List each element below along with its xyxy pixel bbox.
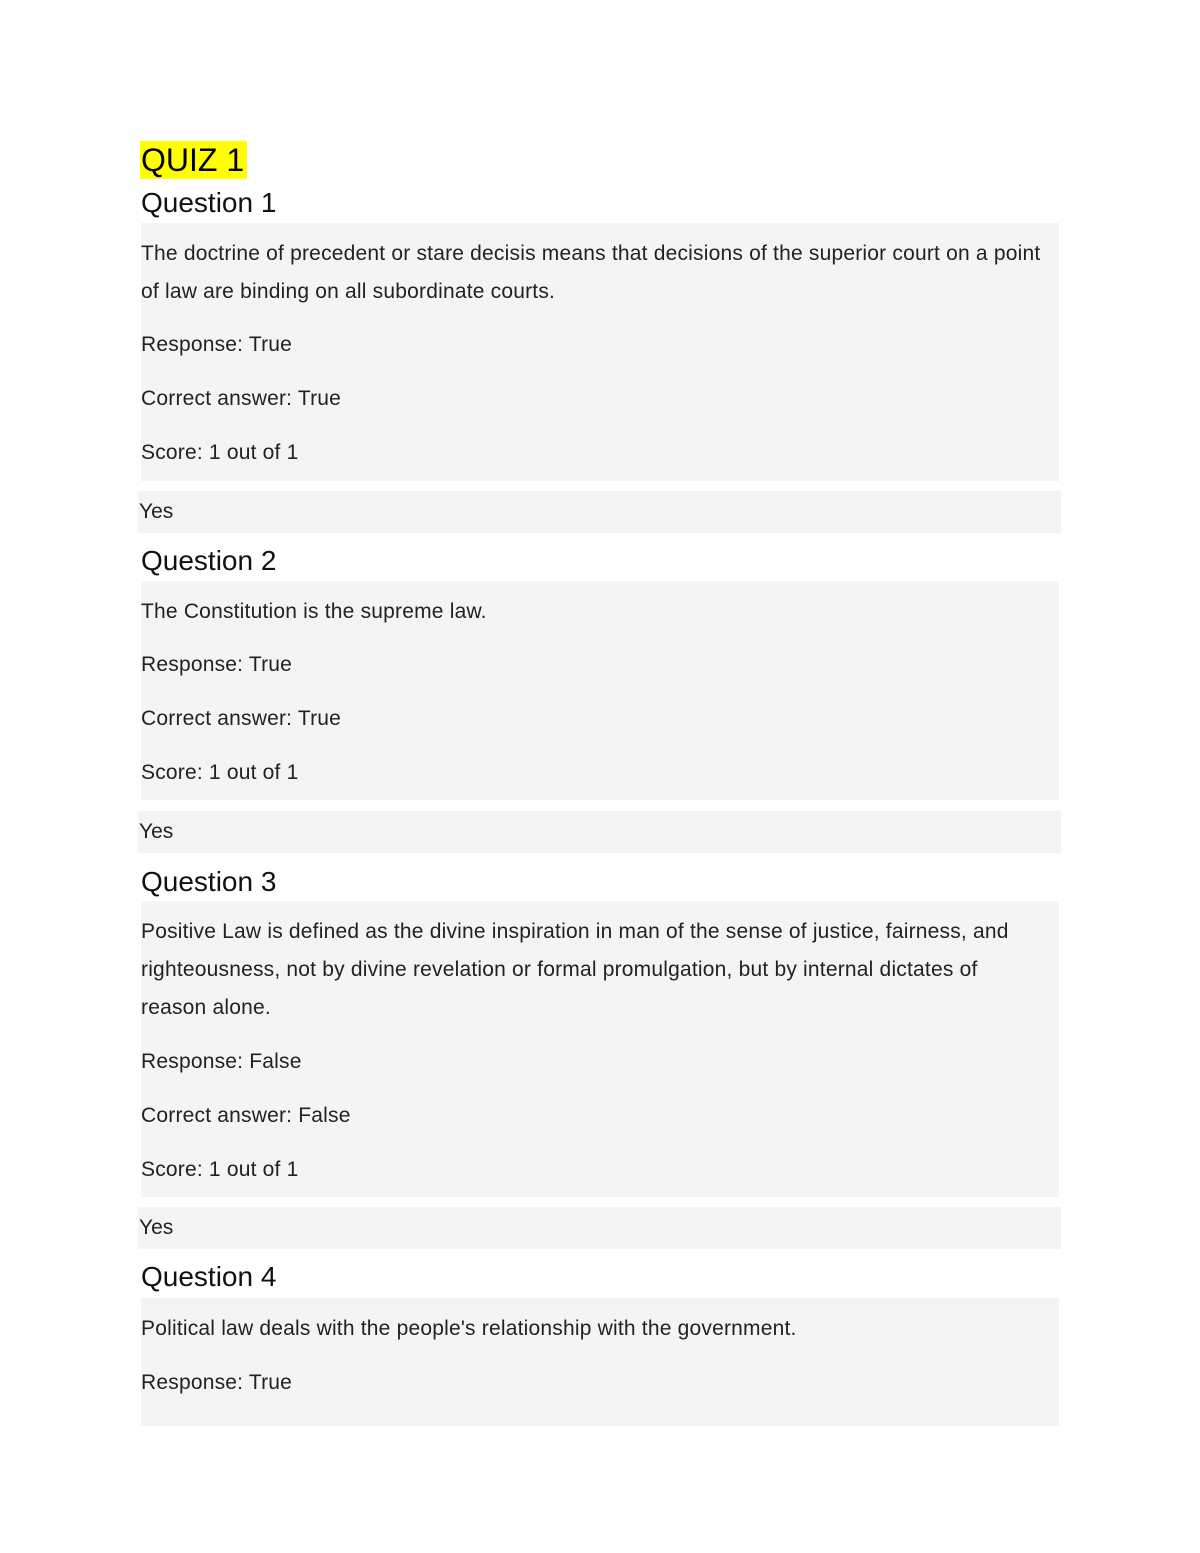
- question-2-response: Response: True: [141, 653, 293, 676]
- question-2-correct-answer: Correct answer: True: [141, 707, 342, 730]
- question-2-score: Score: 1 out of 1: [141, 761, 299, 784]
- question-3-response: Response: False: [141, 1050, 302, 1073]
- question-1-response: Response: True: [141, 333, 293, 356]
- question-4-box: [141, 1298, 1059, 1426]
- question-1-heading: Question 1: [141, 187, 277, 218]
- question-3-correct-answer: Correct answer: False: [141, 1104, 351, 1127]
- quiz-title: QUIZ 1: [140, 141, 247, 179]
- question-4-response: Response: True: [141, 1371, 293, 1394]
- question-3-verdict: Yes: [139, 1216, 174, 1239]
- question-2-box: [141, 581, 1059, 800]
- question-4-text: Political law deals with the people's relationship with the government.: [141, 1317, 797, 1340]
- question-1-score: Score: 1 out of 1: [141, 441, 299, 464]
- question-1-verdict-box: [138, 491, 1061, 533]
- question-2-heading: Question 2: [141, 545, 277, 576]
- question-1-verdict: Yes: [139, 500, 174, 523]
- question-2-verdict: Yes: [139, 820, 174, 843]
- question-4-heading: Question 4: [141, 1261, 277, 1292]
- question-3-box: [141, 901, 1059, 1197]
- question-2-text: The Constitution is the supreme law.: [141, 600, 487, 623]
- question-1-correct-answer: Correct answer: True: [141, 387, 342, 410]
- question-3-text: Positive Law is defined as the divine inspiration in man of the sense of justice, fairness, and righteousness, not by divine revelation or formal promulgation, but by internal dictates of reason alone.: [141, 920, 1009, 1019]
- question-1-text: The doctrine of precedent or stare decisis means that decisions of the superior court on a point of law are binding on all subordinate courts.: [141, 242, 1041, 303]
- question-3-heading: Question 3: [141, 866, 277, 897]
- question-2-verdict-box: [138, 811, 1061, 853]
- question-1-box: [141, 223, 1059, 481]
- question-3-score: Score: 1 out of 1: [141, 1158, 299, 1181]
- question-3-verdict-box: [138, 1207, 1061, 1249]
